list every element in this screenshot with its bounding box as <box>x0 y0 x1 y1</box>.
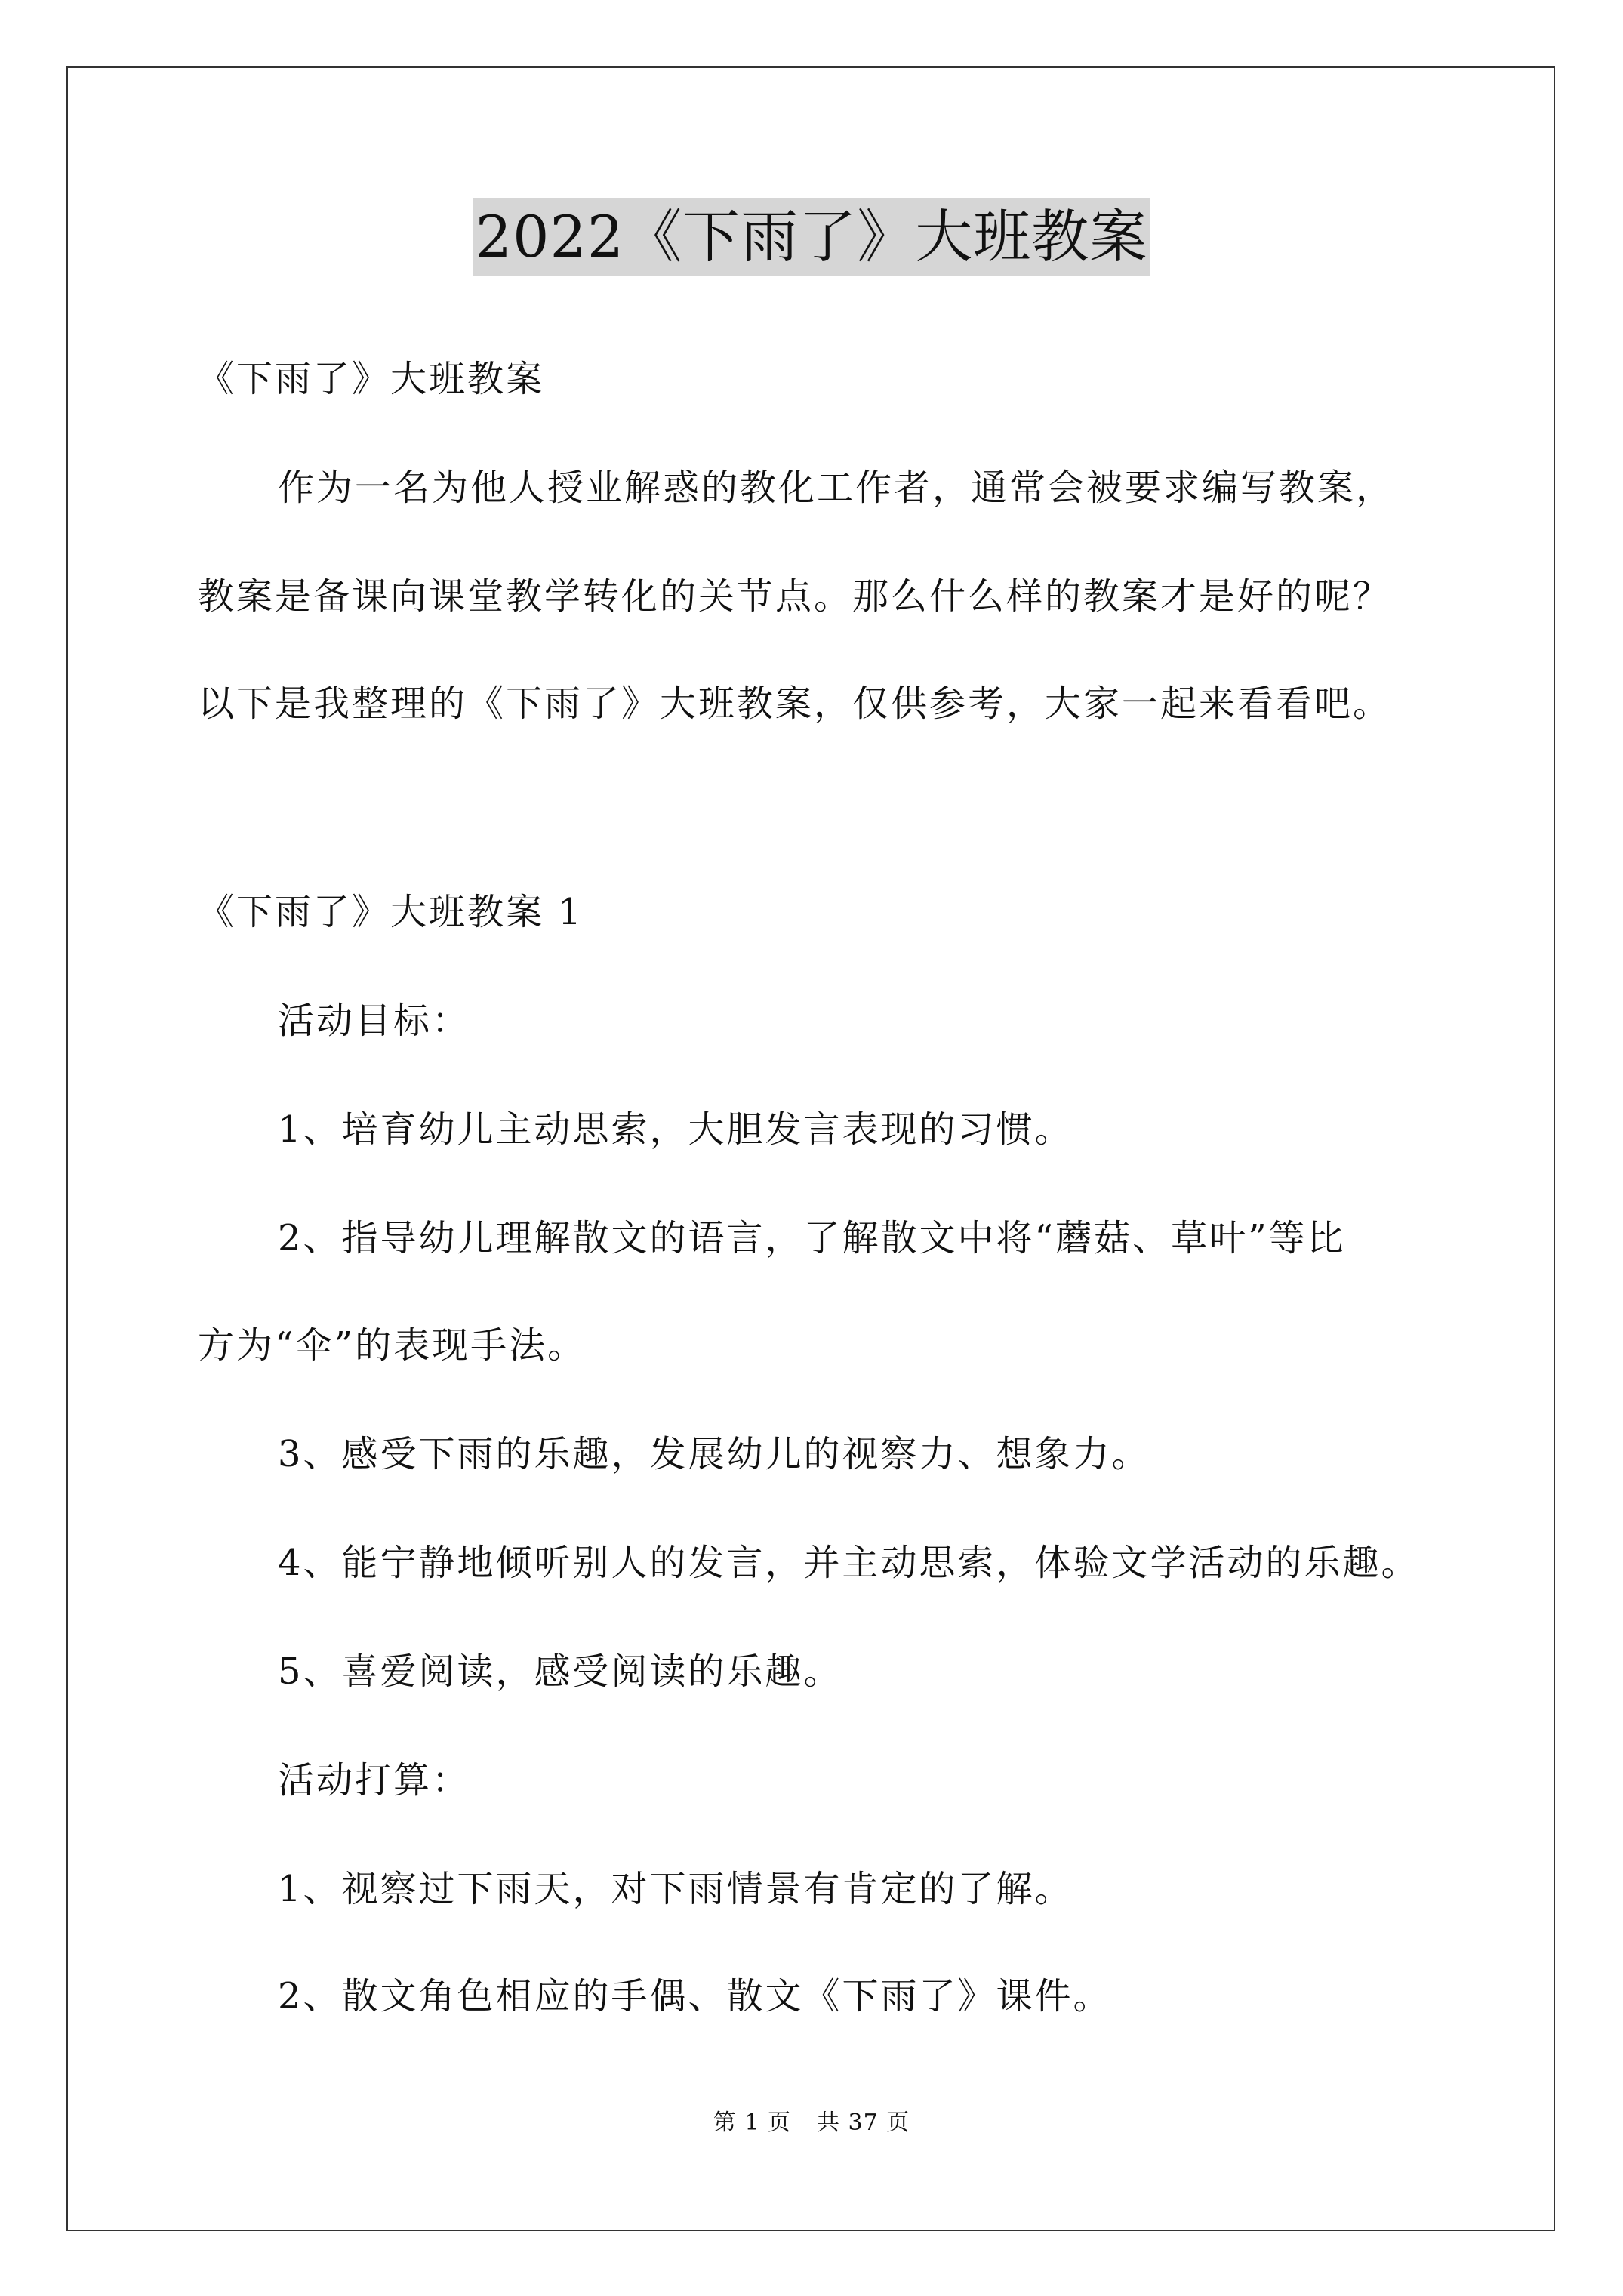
list-item: 4、能宁静地倾听别人的发言，并主动思索，体验文学活动的乐趣。 <box>278 1542 1420 1584</box>
subtitle-line: 《下雨了》大班教案 <box>198 358 545 400</box>
list-item-continuation: 方为“伞”的表现手法。 <box>198 1324 587 1367</box>
list-item: 2、指导幼儿理解散文的语言，了解散文中将“蘑菇、草叶”等比 <box>278 1217 1346 1259</box>
list-item: 5、喜爱阅读，感受阅读的乐趣。 <box>278 1650 842 1693</box>
page-number: 第 1 页 <box>713 2110 791 2136</box>
paragraph-line: 以下是我整理的《下雨了》大班教案，仅供参考，大家一起来看看吧。 <box>198 683 1392 725</box>
title-container <box>0 198 1623 276</box>
page-footer <box>0 2108 1623 2138</box>
list-item: 3、感受下雨的乐趣，发展幼儿的视察力、想象力。 <box>278 1433 1150 1475</box>
section-heading: 《下雨了》大班教案 1 <box>198 891 584 933</box>
document-title: 2022《下雨了》大班教案 <box>473 198 1150 276</box>
list-item: 1、视察过下雨天，对下雨情景有肯定的了解。 <box>278 1868 1073 1910</box>
list-item: 1、培育幼儿主动思索，大胆发言表现的习惯。 <box>278 1108 1073 1151</box>
list-item: 2、散文角色相应的手偶、散文《下雨了》课件。 <box>278 1975 1112 2017</box>
section-subheading: 活动打算： <box>278 1759 471 1801</box>
section-subheading: 活动目标： <box>278 1000 471 1042</box>
paragraph-line: 作为一名为他人授业解惑的教化工作者，通常会被要求编写教案， <box>278 467 1395 509</box>
paragraph-line: 教案是备课向课堂教学转化的关节点。那么什么样的教案才是好的呢？ <box>198 575 1392 618</box>
page-total: 共 37 页 <box>816 2110 910 2136</box>
